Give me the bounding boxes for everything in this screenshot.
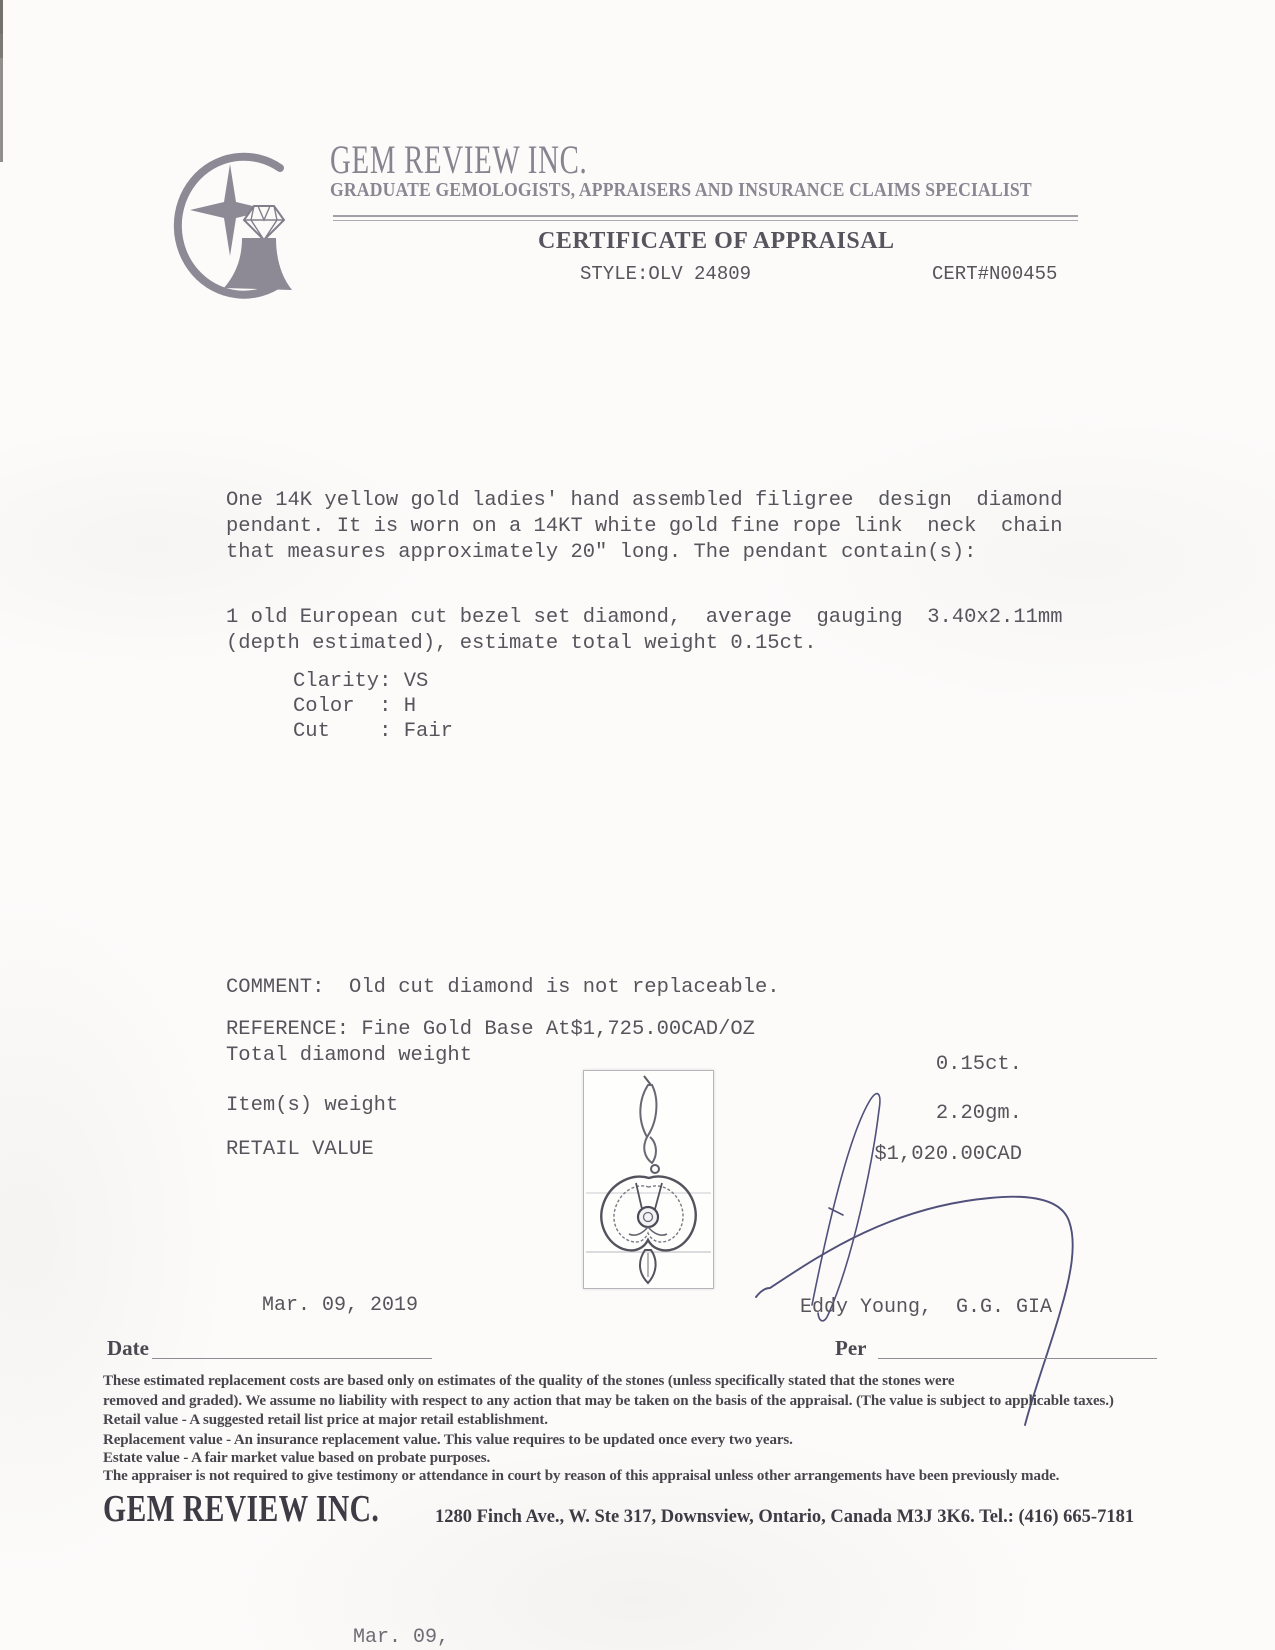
date-label: Date xyxy=(107,1336,149,1360)
footer-address: 1280 Finch Ave., W. Ste 317, Downsview, Ontario, Canada M3J 3K6. Tel.: (416) 665-7181 xyxy=(435,1507,1135,1527)
grade-cut: Cut : Fair xyxy=(293,720,453,743)
disclaimer-line-5: Estate value - A fair market value based on probate purposes. xyxy=(103,1449,491,1466)
company-name: GEM REVIEW INC. xyxy=(330,137,588,182)
style-number: STYLE:OLV 24809 xyxy=(580,263,752,285)
appraisal-date: Mar. 09, 2019 xyxy=(262,1294,419,1317)
items-weight-label: Item(s) weight xyxy=(226,1094,399,1117)
company-tagline: GRADUATE GEMOLOGISTS, APPRAISERS AND INSURANCE CLAIMS SPECIALIST xyxy=(330,179,1032,201)
appraiser-name: Eddy Young, G.G. GIA xyxy=(800,1296,1053,1319)
disclaimer-line-1: These estimated replacement costs are based only on estimates of the quality of the stones (unless specifically stated that the stones were xyxy=(103,1373,955,1389)
per-signature-line xyxy=(878,1342,1157,1359)
item-description-line-2: pendant. It is worn on a 14KT white gold fine rope link neck chain xyxy=(226,515,1063,538)
retail-value-label: RETAIL VALUE xyxy=(226,1138,374,1161)
header-divider xyxy=(333,215,1078,221)
disclaimer-line-6: The appraiser is not required to give testimony or attendance in court by reason of this appraisal unless other arrangements have been previously made. xyxy=(103,1467,1060,1484)
retail-value-amount: $1,020.00CAD xyxy=(874,1143,1022,1166)
footer xyxy=(103,1489,1223,1531)
footer-company-name: GEM REVIEW INC. xyxy=(103,1488,380,1530)
total-diamond-weight-value: 0.15ct. xyxy=(935,1053,1022,1076)
reference-line: REFERENCE: Fine Gold Base At$1,725.00CAD/OZ xyxy=(226,1018,755,1041)
certificate-title: CERTIFICATE OF APPRAISAL xyxy=(538,228,895,254)
gem-review-logo-icon xyxy=(148,132,313,302)
grade-color: Color : H xyxy=(293,695,417,718)
scan-artifact-left-edge-2 xyxy=(0,0,3,58)
cert-number: CERT#N00455 xyxy=(932,263,1058,285)
per-label: Per xyxy=(835,1336,867,1360)
pendant-photo xyxy=(583,1070,714,1289)
comment-line: COMMENT: Old cut diamond is not replaceable. xyxy=(226,976,780,999)
grade-clarity: Clarity: VS xyxy=(293,670,429,693)
stone-description-line-1: 1 old European cut bezel set diamond, average gauging 3.40x2.11mm xyxy=(226,606,1063,629)
item-description-line-1: One 14K yellow gold ladies' hand assembled filigree design diamond xyxy=(226,489,1063,512)
next-page-date-fragment: Mar. 09, xyxy=(353,1626,450,1649)
disclaimer-line-3: Retail value - A suggested retail list price at major retail establishment. xyxy=(103,1412,548,1428)
date-signature-line xyxy=(152,1342,432,1359)
total-diamond-weight-label: Total diamond weight xyxy=(226,1044,473,1067)
disclaimer-line-2: removed and graded). We assume no liability with respect to any action that may be taken on the basis of the appraisal. (The value is subject to applicable taxes.) xyxy=(103,1392,1114,1409)
stone-description-line-2: (depth estimated), estimate total weight 0.15ct. xyxy=(226,632,817,655)
disclaimer-line-4: Replacement value - An insurance replacement value. This value requires to be updated once every two years. xyxy=(103,1431,793,1448)
items-weight-value: 2.20gm. xyxy=(935,1102,1022,1125)
item-description-line-3: that measures approximately 20" long. The pendant contain(s): xyxy=(226,541,977,564)
